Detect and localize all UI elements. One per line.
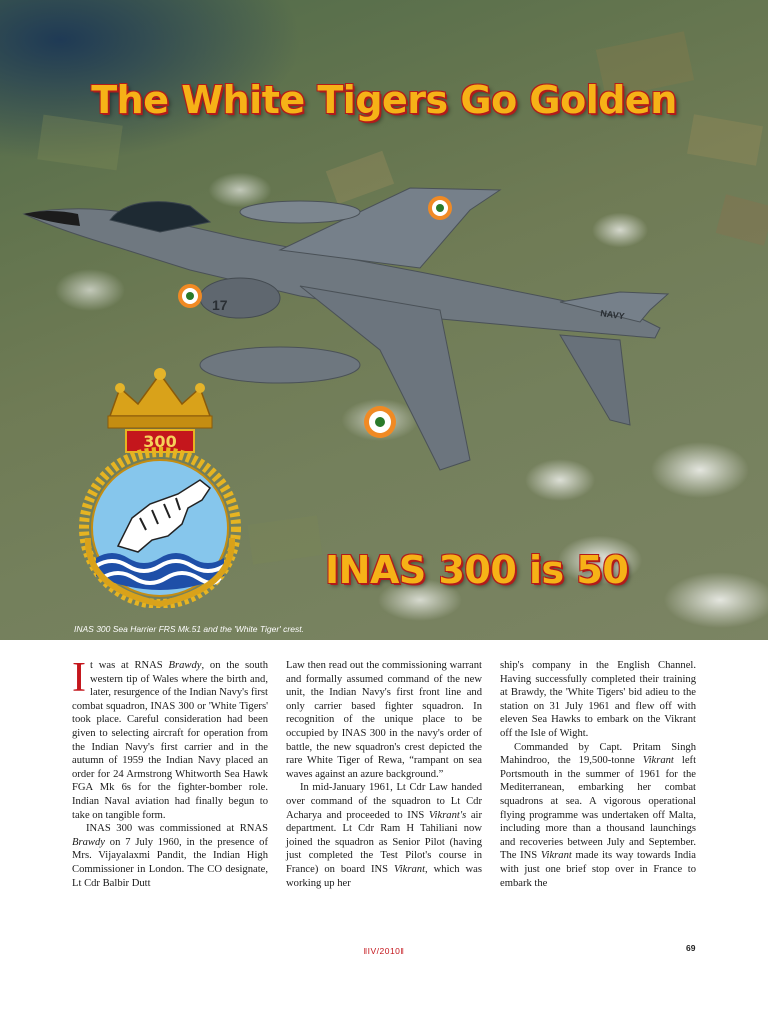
article-paragraph: In mid-January 1961, Lt Cdr Law handed over command of the squadron to Lt Cdr Acharya and proceeded to INS Vikrant's air department. Lt Cdr Ram H Tahiliani now joined the squadron as Senior Pilot (having just completed the Test Pilot's course in France) on board INS Vikrant, which was working up her bbox=[286, 782, 482, 889]
jet-drop-tank bbox=[240, 201, 360, 223]
roundel-icon bbox=[364, 406, 396, 438]
footer-bracket-right: ‖ bbox=[400, 946, 405, 956]
page-number: 69 bbox=[686, 943, 696, 953]
white-tiger-crest bbox=[60, 368, 260, 608]
article-paragraph: t was at RNAS Brawdy, on the south western tip of Wales where the birth and, later, resurgence of the Indian Navy's first combat squadron, INAS 300 or 'White Tigers' took place. Careful consideration had been given to selecting aircraft for operation from the Indian Navy's first carrier and in the autumn of 1959 the Indian Navy placed an order for 24 Armstrong Whitworth Sea Hawk FGA Mk 6s for the fighter-bomber role. Indian Naval aviation had finally begun to take on tangible form. bbox=[72, 660, 268, 821]
italic-run: Brawdy bbox=[72, 836, 105, 848]
article-column-1 bbox=[72, 655, 268, 890]
issue-label: IV/2010 bbox=[367, 946, 401, 956]
column-text bbox=[286, 659, 482, 890]
italic-run: Vikrant bbox=[394, 863, 426, 875]
column-text bbox=[72, 655, 268, 890]
crest-number: 300 bbox=[143, 432, 177, 451]
article-column-3 bbox=[500, 659, 696, 890]
column-text bbox=[500, 659, 696, 890]
jet-tail-text: NAVY bbox=[599, 308, 626, 322]
article-paragraph: Law then read out the commissioning warrant and formally assumed command of the new unit, the Indian Navy's first front line and only carrier based fighter squadron. In recognition of the unique place to be occupied by INAS 300 in the navy's order of battle, the new squadron's crest depicted the rare White Tiger of Rewa, “rampant on sea waves against an azure background.” bbox=[286, 660, 482, 780]
article-body bbox=[72, 655, 712, 949]
footer-bracket-left: ‖ bbox=[363, 946, 368, 956]
photo-caption: INAS 300 Sea Harrier FRS Mk.51 and the 'White Tiger' crest. bbox=[74, 624, 304, 634]
drop-cap: I bbox=[72, 655, 86, 701]
roundel-icon bbox=[178, 284, 202, 308]
article-column-2 bbox=[286, 659, 482, 890]
article-paragraph: ship's company in the English Channel. Having successfully completed their training at Brawdy, the 'White Tigers' bid adieu to the station on 31 July 1961 and flew off with eleven Sea Hawks to embark on the Vikrant off the Isle of Wight. bbox=[500, 660, 696, 739]
italic-run: Brawdy bbox=[168, 660, 202, 671]
jet-tailplane bbox=[560, 335, 630, 425]
crown-icon bbox=[108, 368, 212, 428]
italic-run: Vikrant's bbox=[428, 809, 467, 821]
italic-run: Vikrant bbox=[540, 850, 572, 862]
article-paragraph: INAS 300 was commissioned at RNAS Brawdy on 7 July 1960, in the presence of Mrs. Vijayalaxmi Pandit, the Indian High Commissioner in London. The CO designate, Lt Cdr Balbir Dutt bbox=[72, 823, 268, 889]
article-title: The White Tigers Go Golden bbox=[91, 78, 677, 122]
jet-nose-number: 17 bbox=[212, 297, 228, 313]
article-subtitle: INAS 300 is 50 bbox=[325, 548, 629, 592]
italic-run: Vikrant bbox=[642, 755, 674, 767]
article-paragraph: Commanded by Capt. Pritam Singh Mahindroo, the 19,500-tonne Vikrant left Portsmouth in the summer of 1961 for the Mediterranean, embarking her combat squadrons at sea. A vigorous operational flying programme was undertaken off Malta, including more than a thousand launchings and recoveries between July and September. The INS Vikrant made its way towards India with just one brief stop over in France to embark the bbox=[500, 741, 697, 889]
roundel-icon bbox=[428, 196, 452, 220]
issue-footer bbox=[0, 946, 768, 956]
